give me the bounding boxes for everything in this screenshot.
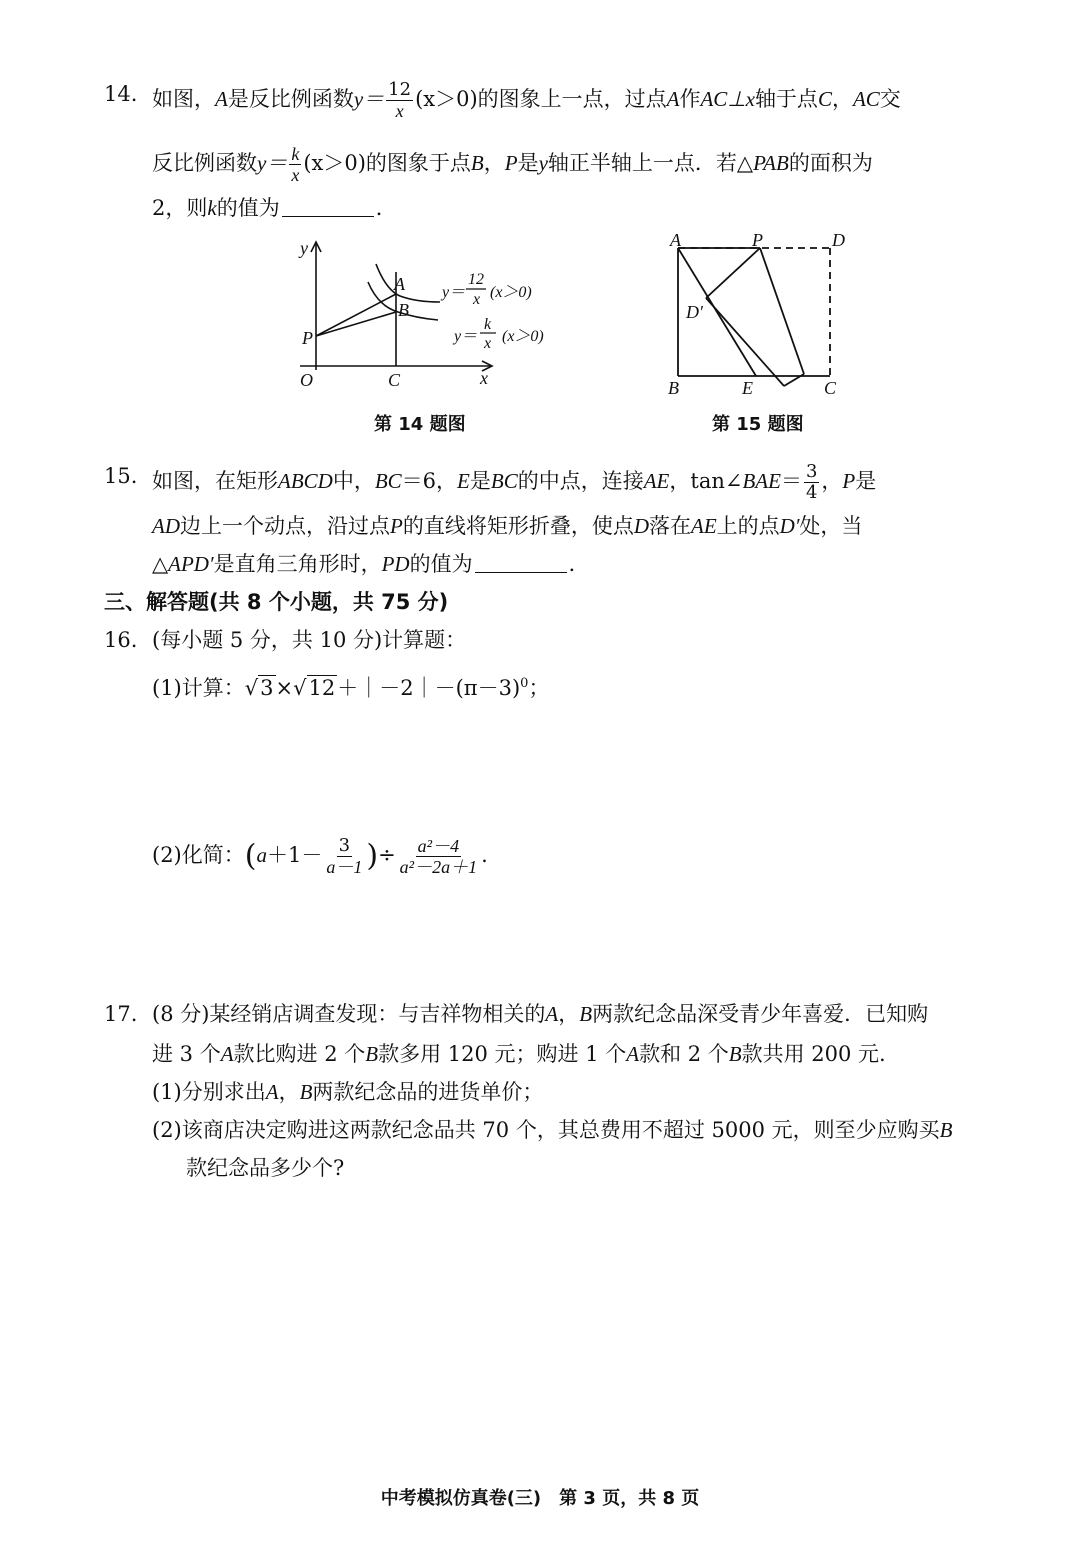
- answer-blank: [475, 552, 567, 573]
- q14-var: PAB: [753, 151, 789, 175]
- q14-var: AC: [852, 87, 880, 111]
- figure-15: [660, 228, 860, 404]
- sqrt-12: √12: [293, 676, 336, 700]
- q15-var: BC: [490, 469, 518, 493]
- label-c: C: [388, 370, 401, 390]
- exponent: 0: [520, 676, 529, 691]
- question-15-line-1: [152, 462, 876, 503]
- q15-text: 的中点，连接: [517, 469, 644, 493]
- line-pdp: [706, 248, 760, 298]
- question-17-sub-2-cont: 款纪念品多少个?: [186, 1156, 345, 1180]
- figure-14-caption: 第 14 题图: [374, 414, 466, 435]
- question-17-number: 17.: [104, 1002, 138, 1026]
- curve2-num: k: [484, 316, 492, 333]
- times-sign: ×: [275, 676, 294, 700]
- q14-text: 的值为: [216, 196, 280, 220]
- q15-text: 中，: [332, 469, 375, 493]
- question-17-sub-2: [152, 1116, 952, 1144]
- curve1-prefix: y＝: [442, 284, 466, 301]
- part-label: (2)化简：: [152, 843, 245, 867]
- curve2-cond: (x＞0): [502, 328, 544, 345]
- var-a: a: [256, 843, 267, 867]
- q14-text: 交: [879, 87, 901, 111]
- q17-var: A: [545, 1002, 559, 1026]
- q14-text: (x＞0)的图象于点: [303, 151, 471, 175]
- figure-14: [280, 232, 580, 400]
- curve-12-over-x: [376, 264, 440, 302]
- q17-text: 两款纪念品深受青少年喜爱．已知购: [592, 1002, 929, 1026]
- q14-var: y＝: [353, 87, 385, 111]
- q17-text: ，: [278, 1080, 300, 1104]
- answer-blank: [282, 196, 374, 217]
- q15-var: BC: [374, 469, 402, 493]
- folded-edge: [706, 298, 784, 386]
- q14-var: B: [470, 151, 484, 175]
- q15-var: D: [633, 514, 649, 538]
- fraction-denominator: a²－2a＋1: [399, 857, 478, 877]
- q14-var: C: [817, 87, 832, 111]
- curve2-den: x: [484, 335, 492, 352]
- label-d-prime: D′: [686, 302, 703, 322]
- label-e: E: [742, 378, 753, 398]
- expression-end: .: [481, 843, 488, 867]
- q17-text: (1)分别求出: [152, 1080, 266, 1104]
- q15-text: 是: [469, 469, 491, 493]
- question-16-part-1: [152, 670, 549, 702]
- radicand: 3: [260, 676, 274, 700]
- q15-text: 是: [855, 469, 877, 493]
- q17-text: 两款纪念品的进货单价；: [312, 1080, 544, 1104]
- question-15-line-2: [152, 512, 862, 540]
- figure-15-caption: 第 15 题图: [712, 414, 804, 435]
- q17-text: 款比购进 2 个: [233, 1042, 366, 1066]
- radicand: 12: [308, 676, 336, 700]
- question-16-part-2: [152, 836, 488, 877]
- q17-var: A: [626, 1042, 640, 1066]
- q15-text: 的值为: [409, 552, 473, 576]
- q14-var: P: [504, 151, 518, 175]
- fraction-k-over-x: [289, 144, 301, 185]
- question-15-line-3: [152, 550, 590, 578]
- question-14-line-2: [152, 144, 873, 185]
- q14-text: 轴正半轴上一点．若△: [547, 151, 754, 175]
- question-17-sub-1: [152, 1078, 543, 1106]
- fraction-denominator: x: [395, 101, 404, 121]
- q15-var: P: [842, 469, 856, 493]
- curve1-den: x: [473, 291, 481, 308]
- q15-text: 边上一个动点，沿过点: [180, 514, 390, 538]
- q17-text: 款共用 200 元.: [741, 1042, 886, 1066]
- q15-var: ABCD: [278, 469, 333, 493]
- expression-end: ；: [528, 676, 550, 700]
- q14-text: (x＞0)的图象上一点，过点: [415, 87, 667, 111]
- q14-var: y＝: [257, 151, 288, 175]
- curve1-num: 12: [468, 271, 484, 288]
- q17-var: B: [299, 1080, 313, 1104]
- q15-var: P: [390, 514, 403, 538]
- q14-text: ，: [483, 151, 505, 175]
- fraction-numerator: 3: [338, 835, 351, 856]
- fraction-numerator: 12: [388, 79, 412, 100]
- q14-text: ．: [375, 196, 397, 220]
- q15-text: ，: [821, 469, 843, 493]
- q14-text: 作: [679, 87, 701, 111]
- q14-text: 的面积为: [788, 151, 873, 175]
- label-b: B: [398, 300, 409, 320]
- expression: ＋1－: [266, 843, 323, 867]
- q15-var: APD′: [168, 552, 214, 576]
- q14-text: 2，则: [152, 196, 208, 220]
- q14-var: y: [538, 151, 548, 175]
- label-p: P: [302, 328, 313, 348]
- q17-var: A: [220, 1042, 234, 1066]
- curve2-prefix: y＝: [454, 328, 478, 345]
- fraction-3-over-4: [804, 462, 819, 503]
- q15-text: 上的点: [716, 514, 780, 538]
- q17-text: ，: [558, 1002, 580, 1026]
- q15-text: ＝6，: [401, 469, 458, 493]
- q15-text: 处，当: [799, 514, 863, 538]
- paren-close: ): [366, 838, 379, 874]
- q14-text: 是: [517, 151, 539, 175]
- q17-text: (8 分)某经销店调查发现：与吉祥物相关的: [152, 1002, 546, 1026]
- q14-text: 是反比例函数: [227, 87, 354, 111]
- paren-open: (: [244, 838, 257, 874]
- page-footer: 中考模拟仿真卷(三) 第 3 页，共 8 页: [380, 1488, 700, 1509]
- q14-text: 轴于点: [754, 87, 818, 111]
- fraction-numerator: 3: [805, 461, 818, 482]
- q17-var: A: [265, 1080, 279, 1104]
- label-p: P: [752, 230, 763, 250]
- label-b: B: [668, 378, 679, 398]
- q14-var: A: [215, 87, 228, 111]
- q14-var: AC⊥x: [700, 87, 755, 111]
- q17-var: B: [728, 1042, 742, 1066]
- q15-text: ＝: [780, 469, 802, 493]
- q14-var: A: [666, 87, 680, 111]
- q15-var: AE: [691, 514, 717, 538]
- q15-text: ，tan∠: [669, 469, 743, 493]
- curve1-cond: (x＞0): [490, 284, 532, 301]
- fraction-numerator: k: [291, 144, 300, 164]
- fraction-denominator: x: [291, 165, 300, 185]
- q14-var: k: [207, 196, 217, 220]
- question-16-header: (每小题 5 分，共 10 分)计算题：: [152, 628, 467, 652]
- fold-line: [760, 248, 804, 374]
- fraction-rational: [398, 836, 479, 877]
- q15-text: ．: [568, 552, 590, 576]
- label-a: A: [394, 274, 405, 294]
- label-d: D: [832, 230, 845, 250]
- question-16-number: 16.: [104, 628, 138, 652]
- q17-text: (2)该商店决定购进这两款纪念品共 70 个，其总费用不超过 5000 元，则至少应购买: [152, 1118, 940, 1142]
- q17-var: B: [579, 1002, 593, 1026]
- q15-text: 落在: [649, 514, 691, 538]
- q15-var: PD: [381, 552, 410, 576]
- question-17-line-1: [152, 1000, 928, 1028]
- q17-text: 进 3 个: [152, 1042, 221, 1066]
- q15-var: BAE: [742, 469, 781, 493]
- fraction-denominator: 4: [805, 482, 818, 503]
- q15-text: 的直线将矩形折叠，使点: [402, 514, 634, 538]
- fraction-3-over-a-minus-1: [324, 836, 364, 877]
- sqrt-3: √3: [244, 676, 274, 700]
- q17-var: B: [365, 1042, 379, 1066]
- fraction-denominator: a－1: [326, 857, 363, 877]
- q14-text: ，: [831, 87, 853, 111]
- label-o: O: [300, 370, 313, 390]
- label-c: C: [824, 378, 837, 398]
- q14-text: 如图，: [152, 87, 215, 111]
- question-14-number: 14.: [104, 82, 138, 106]
- question-14-line-3: [152, 194, 397, 222]
- expression: ＋｜－2｜－(π－3): [337, 676, 521, 700]
- label-x: x: [480, 368, 488, 388]
- q14-text: 反比例函数: [152, 151, 257, 175]
- question-14-line-1: [152, 80, 901, 121]
- q15-text: 是直角三角形时，: [213, 552, 382, 576]
- q15-var: D′: [779, 514, 800, 538]
- section-3-heading: 三、解答题(共 8 个小题，共 75 分): [104, 590, 449, 614]
- q15-var: AE: [643, 469, 670, 493]
- q15-text: △: [152, 552, 169, 576]
- fraction-numerator: a²－4: [417, 836, 460, 856]
- q17-text: 款和 2 个: [639, 1042, 729, 1066]
- fraction-12-over-x: [386, 80, 413, 121]
- q17-var: B: [939, 1118, 953, 1142]
- question-17-line-2: [152, 1040, 886, 1068]
- q15-var: E: [457, 469, 470, 493]
- part-label: (1)计算：: [152, 676, 245, 700]
- q15-var: AD: [152, 514, 180, 538]
- label-a: A: [670, 230, 681, 250]
- question-15-number: 15.: [104, 464, 138, 488]
- divide-sign: ÷: [378, 843, 396, 867]
- q17-text: 款多用 120 元；购进 1 个: [378, 1042, 627, 1066]
- label-y: y: [300, 238, 308, 258]
- q15-text: 如图，在矩形: [152, 469, 278, 493]
